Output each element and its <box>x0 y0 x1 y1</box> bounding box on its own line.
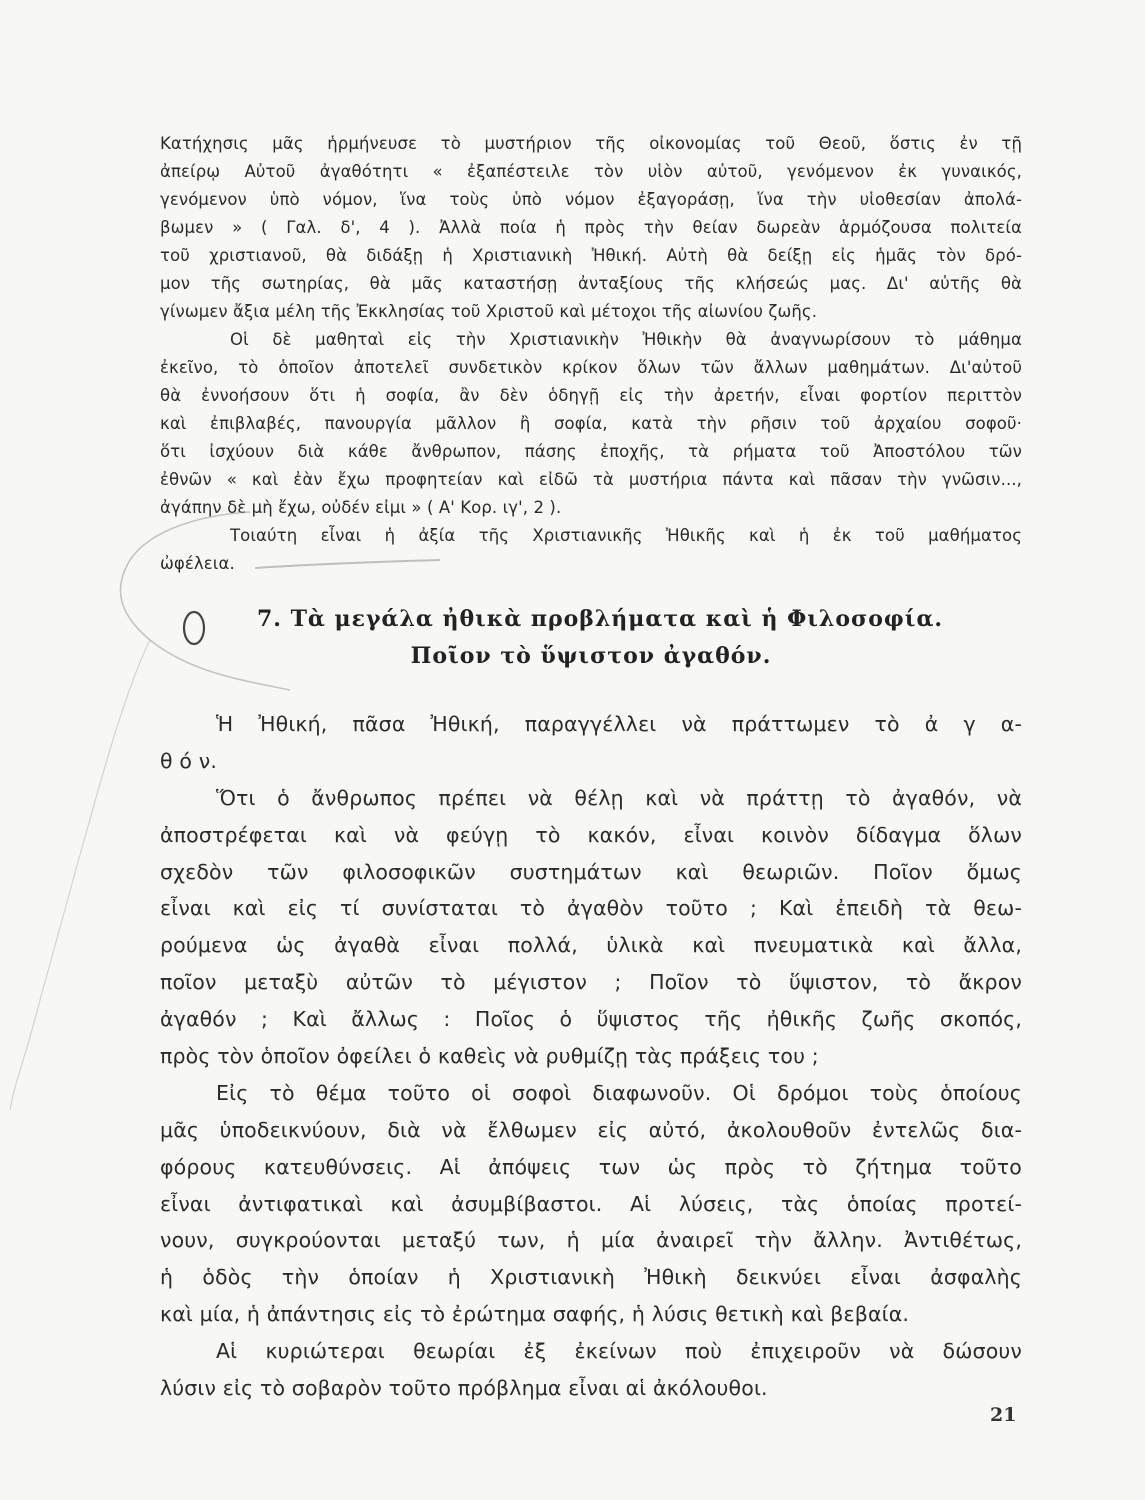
intro-text-block <box>160 130 1022 578</box>
text-line: ἡ ὁδὸς τὴν ὁποίαν ἡ Χριστιανικὴ Ἠθικὴ δεικνύει εἶναι ἀσφαλὴς <box>160 1265 1022 1290</box>
text-line: σχεδὸν τῶν φιλοσοφικῶν συστημάτων καὶ θεωριῶν. Ποῖον ὅμως <box>160 859 1022 884</box>
text-line: ὠφέλεια. <box>160 554 235 573</box>
text-line: εἶναι καὶ εἰς τί συνίσταται τὸ ἀγαθὸν τοῦτο ; Καὶ ἐπειδὴ τὰ θεω- <box>160 896 1022 921</box>
text-line: πρὸς τὸν ὁποῖον ὀφείλει ὁ καθεὶς νὰ ρυθμίζῃ τὰς πράξεις του ; <box>160 1044 819 1069</box>
text-line: γίνωμεν ἄξια μέλη τῆς Ἐκκλησίας τοῦ Χριστοῦ καὶ μέτοχοι τῆς αἰωνίου ζωῆς. <box>160 302 818 321</box>
text-line: ὅτι ἰσχύουν διὰ κάθε ἄνθρωπον, πάσης ἐποχῆς, τὰ ρήματα τοῦ Ἀποστόλου τῶν <box>160 442 1022 461</box>
text-line: ἐκεῖνο, τὸ ὁποῖον ἀποτελεῖ συνδετικὸν κρίκον ὅλων τῶν ἄλλων μαθημάτων. Δι'αὐτοῦ <box>160 358 1022 377</box>
text-line: Οἱ δὲ μαθηταὶ εἰς τὴν Χριστιανικὴν Ἠθικὴν θὰ ἀναγνωρίσουν τὸ μάθημα <box>230 330 1022 349</box>
text-line: εἶναι ἀντιφατικαὶ καὶ ἀσυμβίβαστοι. Αἱ λύσεις, τὰς ὁποίας προτεί- <box>160 1191 1022 1216</box>
text-line: ἀγαθόν ; Καὶ ἄλλως : Ποῖος ὁ ὕψιστος τῆς ἠθικῆς ζωῆς σκοπός, <box>160 1007 1022 1032</box>
text-line: καὶ μία, ἡ ἀπάντησις εἰς τὸ ἐρώτημα σαφής, ἡ λύσις θετικὴ καὶ βεβαία. <box>160 1302 910 1327</box>
text-line: θὰ ἐννοήσουν ὅτι ἡ σοφία, ἂν δὲν ὁδηγῇ εἰς τὴν ἀρετήν, εἶναι φορτίον περιττὸν <box>160 386 1022 405</box>
text-line: ποῖον μεταξὺ αὐτῶν τὸ μέγιστον ; Ποῖον τὸ ὕψιστον, τὸ ἄκρον <box>160 970 1022 995</box>
text-line: Αἱ κυριώτεραι θεωρίαι ἐξ ἐκείνων ποὺ ἐπιχειροῦν νὰ δώσουν <box>216 1339 1022 1364</box>
text-line: φόρους κατευθύνσεις. Αἱ ἀπόψεις των ὡς πρὸς τὸ ζήτημα τοῦτο <box>160 1154 1022 1179</box>
page-number: 21 <box>990 1404 1017 1426</box>
text-line: θ ό ν. <box>160 748 217 773</box>
text-line: βωμεν » ( Γαλ. δ', 4 ). Ἀλλὰ ποία ἡ πρὸς τὴν θείαν δωρεὰν ἁρμόζουσα πολιτεία <box>160 218 1022 237</box>
text-line: Ὅτι ὁ ἄνθρωπος πρέπει νὰ θέλῃ καὶ νὰ πράττῃ τὸ ἀγαθόν, νὰ <box>216 785 1022 810</box>
text-line: Εἰς τὸ θέμα τοῦτο οἱ σοφοὶ διαφωνοῦν. Οἱ δρόμοι τοὺς ὁποίους <box>216 1080 1022 1105</box>
text-line: ἀπείρῳ Αὐτοῦ ἀγαθότητι « ἐξαπέστειλε τὸν υἱὸν αὐτοῦ, γενόμενον ἐκ γυναικός, <box>160 162 1022 181</box>
text-line: Κατήχησις μᾶς ἡρμήνευσε τὸ μυστήριον τῆς οἰκονομίας τοῦ Θεοῦ, ὅστις ἐν τῇ <box>160 134 1022 153</box>
text-line: καὶ ἐπιβλαβές, πανουργία μᾶλλον ἢ σοφία, κατὰ τὴν ρῆσιν τοῦ ἀρχαίου σοφοῦ· <box>160 414 1022 433</box>
text-line: ἀγάπην δὲ μὴ ἔχω, οὐδέν εἰμι » ( Α' Κορ. ιγ', 2 ). <box>160 498 562 517</box>
text-line: ρούμενα ὡς ἀγαθὰ εἶναι πολλά, ὑλικὰ καὶ πνευματικὰ καὶ ἄλλα, <box>160 933 1022 958</box>
section-body <box>160 706 1022 1407</box>
text-line: ἐθνῶν « καὶ ἐὰν ἔχω προφητείαν καὶ εἰδῶ τὰ μυστήρια πάντα καὶ πᾶσαν τὴν γνῶσιν..., <box>160 470 1022 489</box>
section-heading-line-1: 7. Τὰ μεγάλα ἠθικὰ προβλήματα καὶ ἡ Φιλοσοφία. <box>256 606 944 632</box>
text-line: ἀποστρέφεται καὶ νὰ φεύγῃ τὸ κακόν, εἶναι κοινὸν δίδαγμα ὅλων <box>160 822 1022 847</box>
text-line: μον τῆς σωτηρίας, θὰ μᾶς καταστήσῃ ἀνταξίους τῆς κλήσεώς μας. Δι' αὐτῆς θὰ <box>160 274 1022 293</box>
text-line: Ἡ Ἠθική, πᾶσα Ἠθική, παραγγέλλει νὰ πράττωμεν τὸ ἀ γ α- <box>216 712 1022 736</box>
section-heading-line-2: Ποῖον τὸ ὕψιστον ἀγαθόν. <box>410 643 772 669</box>
text-line: λύσιν εἰς τὸ σοβαρὸν τοῦτο πρόβλημα εἶναι αἱ ἀκόλουθοι. <box>160 1376 768 1401</box>
text-line: γενόμενον ὑπὸ νόμον, ἵνα τοὺς ὑπὸ νόμον ἐξαγοράσῃ, ἵνα τὴν υἱοθεσίαν ἀπολά- <box>160 190 1022 209</box>
text-line: νουν, συγκρούονται μεταξύ των, ἡ μία ἀναιρεῖ τὴν ἄλλην. Ἀντιθέτως, <box>160 1228 1022 1253</box>
text-line: μᾶς ὑποδεικνύουν, διὰ νὰ ἔλθωμεν εἰς αὐτό, ἀκολουθοῦν ἐντελῶς δια- <box>160 1117 1022 1142</box>
text-line: Τοιαύτη εἶναι ἡ ἀξία τῆς Χριστιανικῆς Ἠθικῆς καὶ ἡ ἐκ τοῦ μαθήματος <box>230 526 1022 545</box>
text-line: τοῦ χριστιανοῦ, θὰ διδάξῃ ἡ Χριστιανικὴ Ἠθική. Αὐτὴ θὰ δείξῃ εἰς ἡμᾶς τὸν δρό- <box>160 246 1022 265</box>
